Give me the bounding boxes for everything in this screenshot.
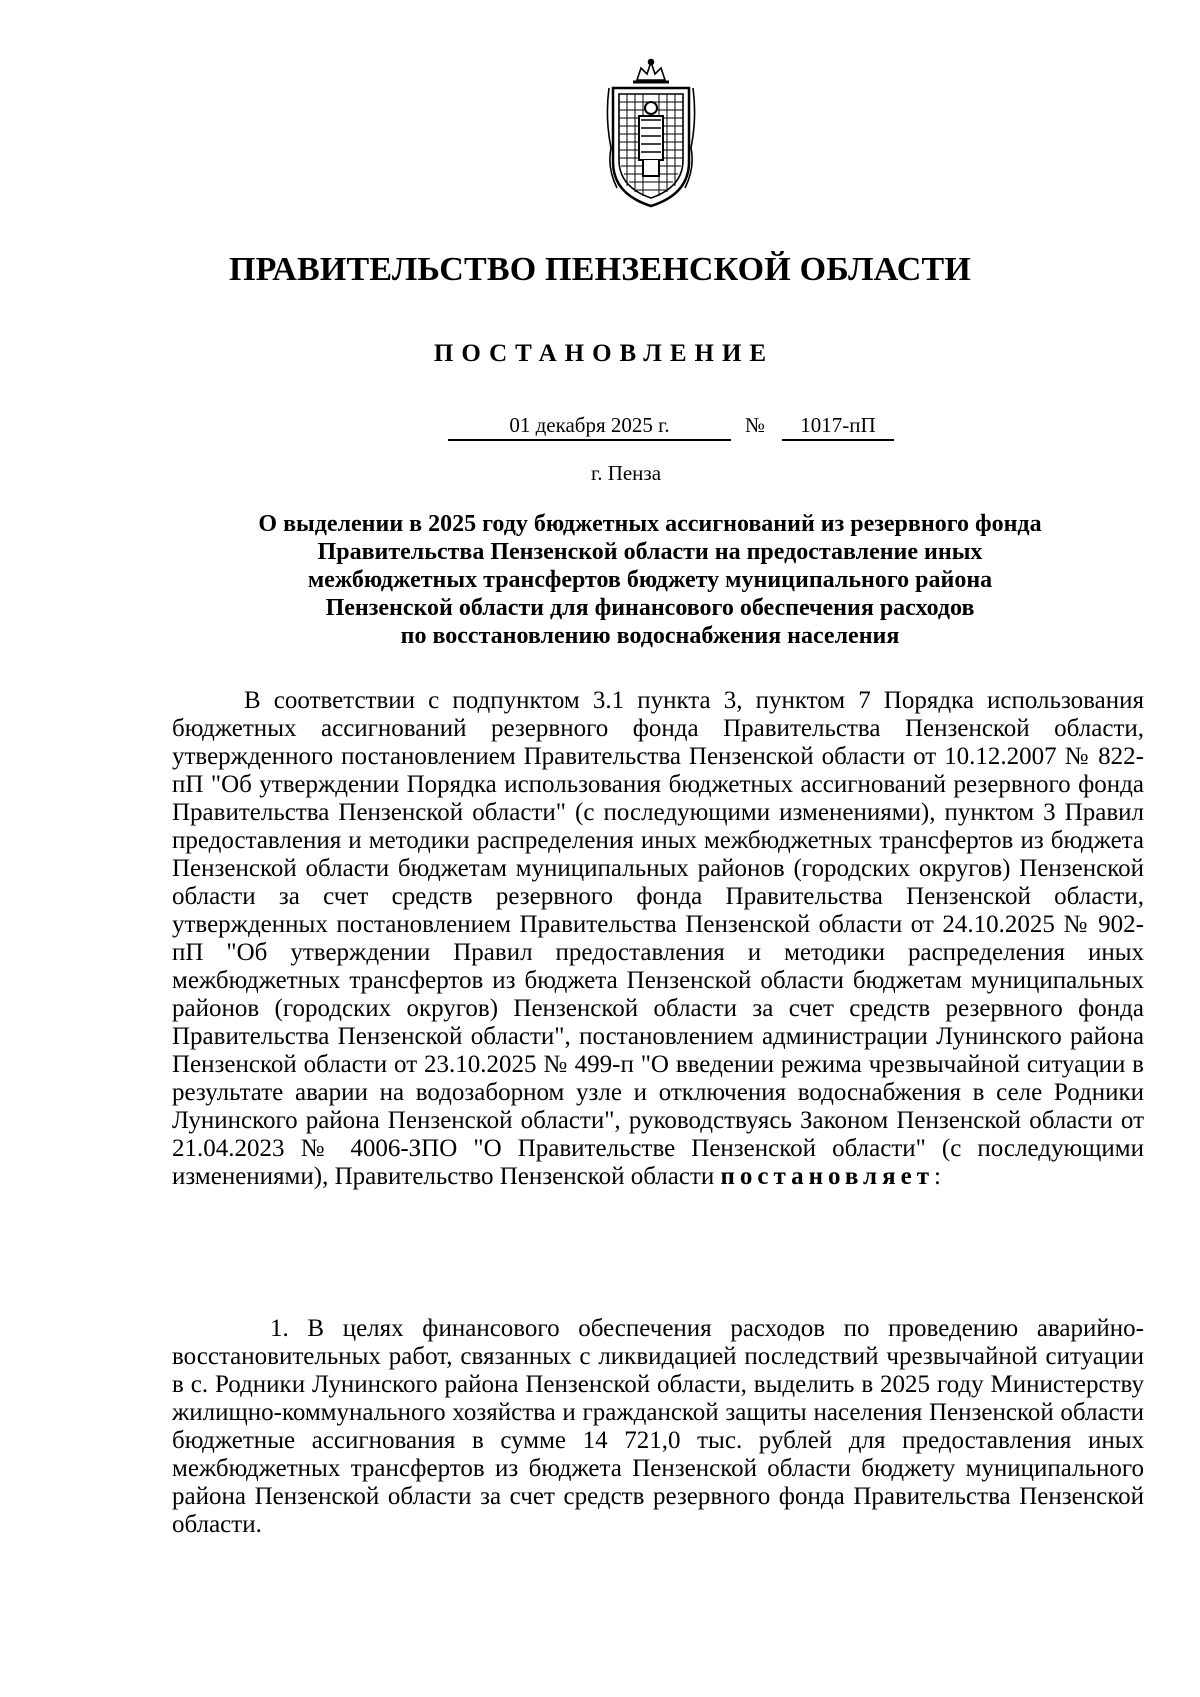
subject-line: по восстановлению водоснабжения населения [400,623,900,649]
preamble-text: В соответствии с подпунктом 3.1 пункта 3, пунктом 7 Порядка использования бюджетных ассигнований резервного фонда Правительства Пензенской области, утвержденного постановлением Правительства Пензенской области от 10.12.2007 № 822-пП "Об утверждении Порядка использования бюджетных ассигнований резервного фонда Правительства Пензенской области" (с последующими изменениями), пунктом 3 Правил предоставления и методики распределения иных межбюджетных трансфертов из бюджета Пензенской области бюджетам муниципальных районов (городских округов) Пензенской области за счет средств резервного фонда Правительства Пензенской области, утвержденных постановлением Правительства Пензенской области от 24.10.2025 № 902-пП "Об утверждении Правил предоставления и методики распределения иных межбюджетных трансфертов из бюджета Пензенской области бюджетам муниципальных районов (городских округов) Пензенской области за счет средств резервного фонда Правительства Пензенской области", постановлением администрации Лунинского района Пензенской области от 23.10.2025 № 499-п "О введении режима чрезвычайной ситуации в результате аварии на водозаборном узле и отключения водоснабжения в селе Родники Лунинского района Пензенской области", руководствуясь Законом Пензенской области от 21.04.2023 № 4006-ЗПО "О Правительстве Пензенской области" (с последующими изменениями), Правительство Пензенской области [172,687,1144,1190]
subject-line: О выделении в 2025 году бюджетных ассигнований из резервного фонда [258,511,1042,537]
document-number: 1017-пП [782,412,894,441]
resolves-word: постановляет [720,1163,934,1190]
coat-of-arms-icon [603,58,699,210]
organization-title: ПРАВИТЕЛЬСТВО ПЕНЗЕНСКОЙ ОБЛАСТИ [228,251,971,288]
clause-1-paragraph: 1. В целях финансового обеспечения расходов по проведению аварийно-восстановительных работ, связанных с ликвидацией последствий чрезвычайной ситуации в с. Родники Лунинского района Пензенской области, выделить в 2025 году Министерству жилищно-коммунального хозяйства и гражданской защиты населения Пензенской области бюджетные ассигнования в сумме 14 721,0 тыс. рублей для предоставления иных межбюджетных трансфертов из бюджета Пензенской области бюджету муниципального района Пензенской области за счет средств резервного фонда Правительства Пензенской области. [172,1315,1144,1538]
subject-line: межбюджетных трансфертов бюджету муниципального района [307,567,993,593]
document-date: 01 декабря 2025 г. [448,412,731,441]
date-number-line [448,412,894,442]
resolves-suffix: : [933,1163,941,1190]
preamble-paragraph [172,687,1144,1191]
document-subject [170,510,1130,650]
subject-line: Правительства Пензенской области на предоставление иных [317,539,983,565]
document-type: ПОСТАНОВЛЕНИЕ [433,340,775,367]
number-sign: № [744,413,766,437]
subject-line: Пензенской области для финансового обеспечения расходов [325,595,975,621]
city: г. Пенза [590,461,662,485]
